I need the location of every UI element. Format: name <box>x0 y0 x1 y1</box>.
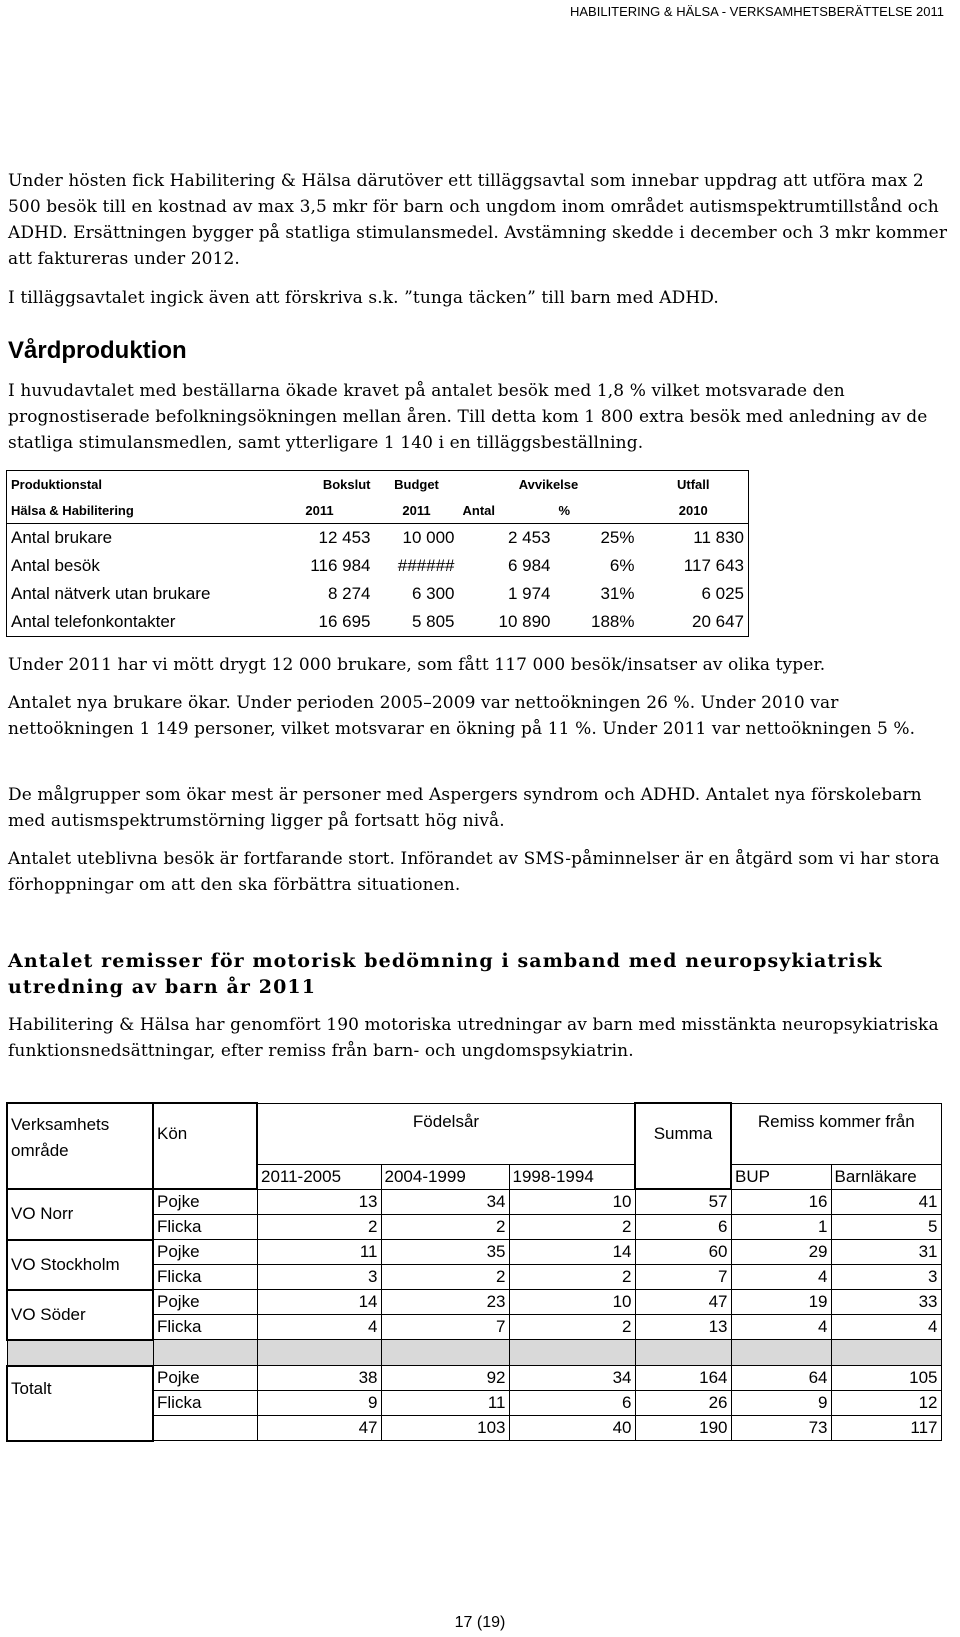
table-row <box>7 1290 941 1315</box>
table-row <box>7 1240 941 1265</box>
value-cell: 31 <box>831 1240 941 1265</box>
area-name: Totalt <box>7 1366 153 1441</box>
intro-paragraph-2: I tilläggsavtalet ingick även att förskriva s.k. ”tunga täcken” till barn med ADHD. <box>8 288 719 308</box>
value-cell: 13 <box>257 1189 381 1215</box>
cell: 10 890 <box>459 608 555 637</box>
value-cell: 33 <box>831 1290 941 1315</box>
value-cell: 14 <box>509 1240 635 1265</box>
value-cell: 34 <box>509 1366 635 1391</box>
value-cell: 47 <box>257 1416 381 1441</box>
after-table-paragraph-1: Under 2011 har vi mött drygt 12 000 brukare, som fått 117 000 besök/insatser av olika typer. <box>8 655 826 675</box>
gender-cell: Flicka <box>153 1315 257 1340</box>
page-header: HABILITERING & HÄLSA - VERKSAMHETSBERÄTTELSE 2011 <box>570 4 944 19</box>
area-name: VO Norr <box>7 1189 153 1240</box>
separator-row <box>7 1340 941 1366</box>
remisser-paragraph: Habilitering & Hälsa har genomfört 190 motoriska utredningar av barn med misstänkta neuropsykiatriska funktionsnedsättningar, efter remiss från barn- och ungdomspsykiatrin. <box>8 1015 939 1061</box>
separator-cell <box>7 1340 153 1366</box>
value-cell: 164 <box>635 1366 731 1391</box>
after-table-paragraph-2: Antalet nya brukare ökar. Under perioden 2005–2009 var nettoökningen 26 %. Under 2010 var nettoökningen 1 149 personer, vilket motsvarar en ökning på 11 %. Under 2011 var nettoökningen 5 %. <box>8 693 916 739</box>
cell: ###### <box>397 556 455 575</box>
value-cell: 2 <box>509 1215 635 1240</box>
row-label: Antal besök <box>7 552 265 580</box>
separator-cell <box>635 1340 731 1366</box>
year-header: 2004-1999 <box>381 1164 509 1189</box>
value-cell: 6 <box>635 1215 731 1240</box>
value-cell: 34 <box>381 1189 509 1215</box>
source-header: Barnläkare <box>831 1164 941 1189</box>
after-table-paragraph-4: Antalet uteblivna besök är fortfarande stort. Införandet av SMS-påminnelser är en åtgärd som vi har stora förhoppningar om att den ska förbättra situationen. <box>8 849 940 895</box>
section-heading-remisser: Antalet remisser för motorisk bedömning i samband med neuropsykiatrisk utredning av barn år 2011 <box>8 950 883 998</box>
separator-cell <box>257 1340 381 1366</box>
gender-cell: Pojke <box>153 1240 257 1265</box>
cell: 6% <box>609 556 635 575</box>
value-cell: 3 <box>831 1265 941 1290</box>
value-cell: 1 <box>731 1215 831 1240</box>
referral-table <box>6 1102 942 1442</box>
gender-cell: Pojke <box>153 1290 257 1315</box>
value-cell: 19 <box>731 1290 831 1315</box>
value-cell: 14 <box>257 1290 381 1315</box>
table-row <box>7 608 749 637</box>
gender-cell: Flicka <box>153 1391 257 1416</box>
table-row <box>7 1366 941 1391</box>
value-cell: 40 <box>509 1416 635 1441</box>
value-cell: 3 <box>257 1265 381 1290</box>
cell: 6 300 <box>411 584 455 603</box>
value-cell: 57 <box>635 1189 731 1215</box>
value-cell: 16 <box>731 1189 831 1215</box>
value-cell: 2 <box>381 1265 509 1290</box>
after-table-paragraph-3: De målgrupper som ökar mest är personer med Aspergers syndrom och ADHD. Antalet nya förskolebarn med autismspektrumstörning ligger på fortsatt hög nivå. <box>8 785 922 831</box>
prod-header-cell: 2010 <box>639 497 749 524</box>
cell: 6 025 <box>639 580 749 608</box>
gender-cell: Flicka <box>153 1215 257 1240</box>
value-cell: 11 <box>257 1240 381 1265</box>
value-cell: 10 <box>509 1189 635 1215</box>
prod-header-cell: Avvikelse <box>459 471 639 498</box>
header-fodelsar: Födelsår <box>257 1103 635 1164</box>
value-cell: 4 <box>731 1265 831 1290</box>
header-area: Verksamhets område <box>7 1103 153 1189</box>
value-cell: 38 <box>257 1366 381 1391</box>
cell: 31% <box>600 584 635 603</box>
value-cell: 6 <box>509 1391 635 1416</box>
prod-header-cell: Budget <box>375 471 459 498</box>
value-cell: 92 <box>381 1366 509 1391</box>
value-cell: 35 <box>381 1240 509 1265</box>
value-cell: 2 <box>381 1215 509 1240</box>
separator-cell <box>731 1340 831 1366</box>
separator-cell <box>831 1340 941 1366</box>
value-cell: 47 <box>635 1290 731 1315</box>
value-cell: 9 <box>257 1391 381 1416</box>
value-cell: 10 <box>509 1290 635 1315</box>
cell: 116 984 <box>310 556 371 575</box>
prod-header-cell: Produktionstal <box>7 471 265 498</box>
cell: 12 453 <box>318 528 371 547</box>
cell: 11 830 <box>639 524 749 553</box>
value-cell: 26 <box>635 1391 731 1416</box>
value-cell: 4 <box>257 1315 381 1340</box>
value-cell: 190 <box>635 1416 731 1441</box>
source-header: BUP <box>731 1164 831 1189</box>
prod-header-cell: 2011 <box>265 497 375 524</box>
prod-header-cell: Antal <box>459 497 555 524</box>
header-remiss: Remiss kommer från <box>731 1103 941 1164</box>
row-label: Antal brukare <box>7 524 265 553</box>
value-cell: 7 <box>381 1315 509 1340</box>
separator-cell <box>153 1340 257 1366</box>
row-label: Antal telefonkontakter <box>7 608 265 637</box>
header-kon: Kön <box>153 1103 257 1189</box>
value-cell: 73 <box>731 1416 831 1441</box>
area-name: VO Stockholm <box>7 1240 153 1290</box>
table-row <box>7 552 749 580</box>
gender-cell: Pojke <box>153 1366 257 1391</box>
separator-cell <box>509 1340 635 1366</box>
page-number: 17 (19) <box>454 1614 506 1631</box>
cell: 25% <box>600 528 635 547</box>
value-cell: 12 <box>831 1391 941 1416</box>
year-header: 1998-1994 <box>509 1164 635 1189</box>
cell: 188% <box>555 608 639 637</box>
value-cell: 60 <box>635 1240 731 1265</box>
gender-cell <box>153 1416 257 1441</box>
value-cell: 2 <box>257 1215 381 1240</box>
gender-cell: Flicka <box>153 1265 257 1290</box>
separator-cell <box>381 1340 509 1366</box>
value-cell: 7 <box>635 1265 731 1290</box>
value-cell: 4 <box>831 1315 941 1340</box>
value-cell: 5 <box>831 1215 941 1240</box>
area-name: VO Söder <box>7 1290 153 1340</box>
value-cell: 2 <box>509 1265 635 1290</box>
vardproduktion-paragraph: I huvudavtalet med beställarna ökade kravet på antalet besök med 1,8 % vilket motsvarade den prognostiserade befolkningsökningen mellan åren. Till detta kom 1 800 extra besök med anledning av de statliga stimulansmedlen, samt ytterligare 1 140 i en tilläggsbeställning. <box>8 381 928 453</box>
cell: 2 453 <box>507 528 551 547</box>
table-row <box>7 1189 941 1215</box>
table-row <box>7 580 749 608</box>
cell: 20 647 <box>639 608 749 637</box>
value-cell: 2 <box>509 1315 635 1340</box>
production-table <box>6 470 749 637</box>
value-cell: 9 <box>731 1391 831 1416</box>
prod-header-cell: Bokslut <box>265 471 375 498</box>
gender-cell: Pojke <box>153 1189 257 1215</box>
value-cell: 117 <box>831 1416 941 1441</box>
value-cell: 29 <box>731 1240 831 1265</box>
value-cell: 103 <box>381 1416 509 1441</box>
intro-paragraph-1: Under hösten fick Habilitering & Hälsa därutöver ett tilläggsavtal som innebar uppdrag att utföra max 2 500 besök till en kostnad av max 3,5 mkr för barn och ungdom inom området autismspektrumtillstånd och ADHD. Ersättningen bygger på statliga stimulansmedel. Avstämning skedde i december och 3 mkr kommer att faktureras under 2012. <box>8 171 948 269</box>
value-cell: 105 <box>831 1366 941 1391</box>
prod-header-cell: 2011 <box>375 497 459 524</box>
value-cell: 64 <box>731 1366 831 1391</box>
prod-header-cell: Utfall <box>639 471 749 498</box>
cell: 1 974 <box>507 584 551 603</box>
prod-header-cell: Hälsa & Habilitering <box>7 497 265 524</box>
section-heading-vardproduktion: Vårdproduktion <box>8 337 187 364</box>
value-cell: 11 <box>381 1391 509 1416</box>
value-cell: 13 <box>635 1315 731 1340</box>
value-cell: 4 <box>731 1315 831 1340</box>
cell: 6 984 <box>507 556 551 575</box>
year-header: 2011-2005 <box>257 1164 381 1189</box>
table-row <box>7 524 749 553</box>
value-cell: 41 <box>831 1189 941 1215</box>
cell: 5 805 <box>375 608 459 637</box>
header-summa: Summa <box>635 1103 731 1189</box>
value-cell: 23 <box>381 1290 509 1315</box>
cell: 10 000 <box>402 528 455 547</box>
cell: 117 643 <box>639 552 749 580</box>
prod-header-cell: % <box>555 497 639 524</box>
cell: 16 695 <box>265 608 375 637</box>
cell: 8 274 <box>327 584 371 603</box>
row-label: Antal nätverk utan brukare <box>7 580 265 608</box>
